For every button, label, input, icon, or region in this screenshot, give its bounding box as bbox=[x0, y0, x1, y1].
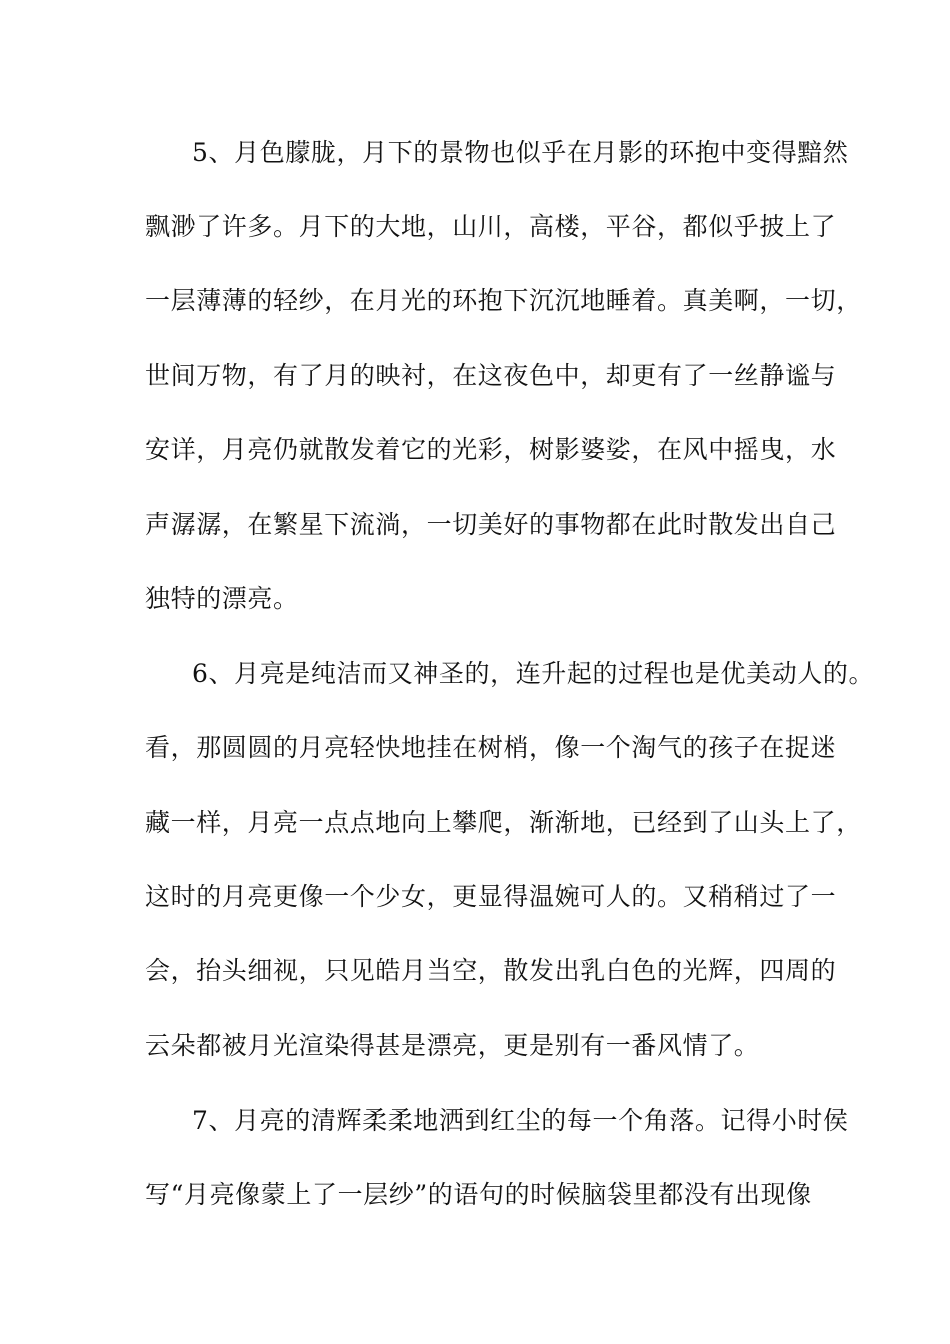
text-line: 声潺潺，在繁星下流淌，一切美好的事物都在此时散发出自己 bbox=[145, 510, 837, 539]
text-line: 这时的月亮更像一个少女，更显得温婉可人的。又稍稍过了一 bbox=[145, 882, 837, 911]
text-line: 世间万物，有了月的映衬，在这夜色中，却更有了一丝静谧与 bbox=[145, 361, 837, 390]
text-line: 7、月亮的清辉柔柔地洒到红尘的每一个角落。记得小时侯 bbox=[192, 1106, 849, 1135]
text-line: 云朵都被月光渲染得甚是漂亮，更是别有一番风情了。 bbox=[145, 1031, 760, 1060]
text-line: 看，那圆圆的月亮轻快地挂在树梢，像一个淘气的孩子在捉迷 bbox=[145, 733, 837, 762]
text-line: 6、月亮是纯洁而又神圣的，连升起的过程也是优美动人的。 bbox=[192, 659, 875, 688]
text-line: 独特的漂亮。 bbox=[145, 584, 299, 613]
text-line: 飘渺了许多。月下的大地，山川，高楼，平谷，都似乎披上了 bbox=[145, 212, 837, 241]
text-line: 安详，月亮仍就散发着它的光彩，树影婆娑，在风中摇曳，水 bbox=[145, 435, 837, 464]
text-line: 5、月色朦胧，月下的景物也似乎在月影的环抱中变得黯然 bbox=[192, 138, 849, 167]
text-line: 藏一样，月亮一点点地向上攀爬，渐渐地，已经到了山头上了， bbox=[145, 808, 862, 837]
text-line: 一层薄薄的轻纱，在月光的环抱下沉沉地睡着。真美啊，一切， bbox=[145, 286, 862, 315]
text-line: 会，抬头细视，只见皓月当空，散发出乳白色的光辉，四周的 bbox=[145, 956, 837, 985]
text-line: 写“月亮像蒙上了一层纱”的语句的时候脑袋里都没有出现像 bbox=[145, 1180, 812, 1209]
